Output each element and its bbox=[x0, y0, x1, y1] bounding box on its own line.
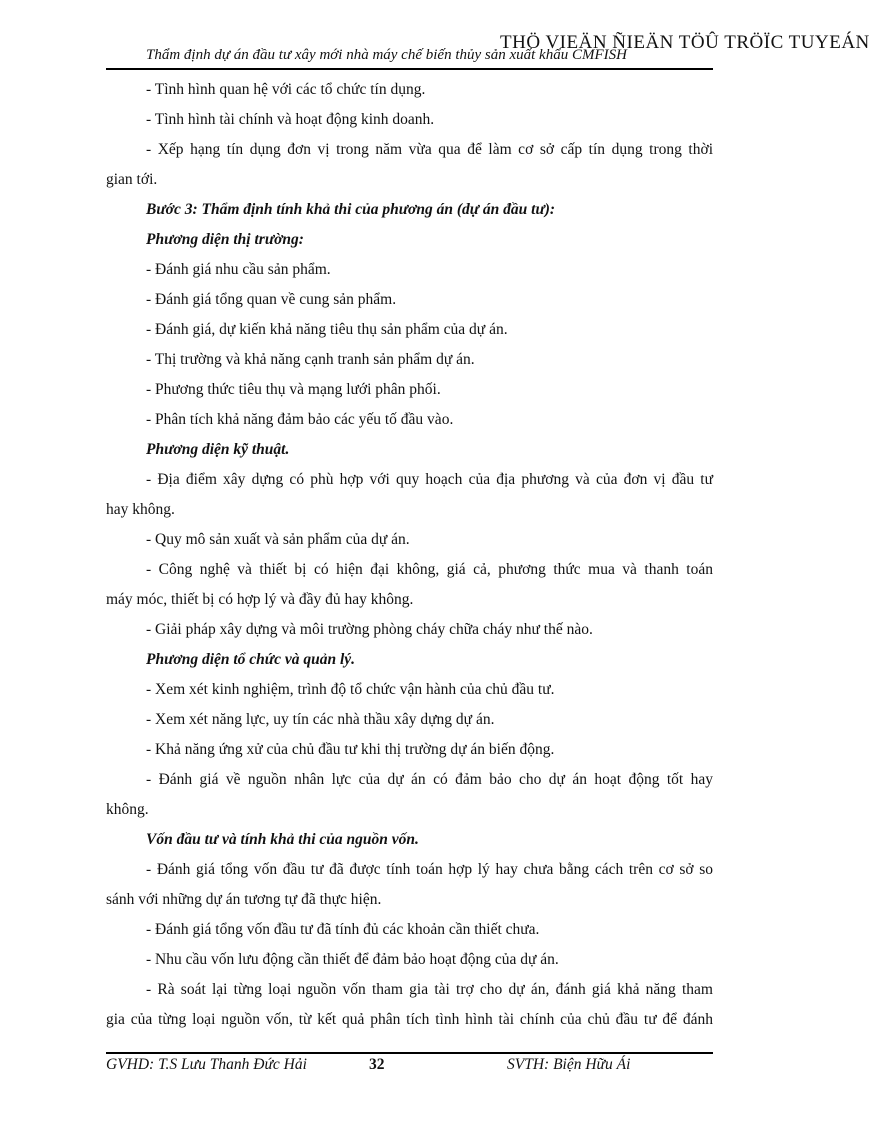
body-line: không. bbox=[106, 801, 149, 818]
body-line: - Xem xét năng lực, uy tín các nhà thầu xây dựng dự án. bbox=[146, 711, 495, 728]
body-line: gian tới. bbox=[106, 171, 158, 188]
body-line: - Đánh giá tổng vốn đầu tư đã được tính toán hợp lý hay chưa bằng cách trên cơ sở so bbox=[146, 861, 713, 878]
body-line: - Địa điểm xây dựng có phù hợp với quy hoạch của địa phương và của đơn vị đầu tư bbox=[146, 471, 713, 488]
header-rule bbox=[106, 68, 713, 70]
body-line: - Khả năng ứng xử của chủ đầu tư khi thị trường dự án biến động. bbox=[146, 741, 555, 758]
body-line: - Rà soát lại từng loại nguồn vốn tham gia tài trợ cho dự án, đánh giá khả năng tham bbox=[146, 981, 713, 998]
footer-rule bbox=[106, 1052, 713, 1054]
section-heading: Bước 3: Thẩm định tính khả thi của phương án (dự án đầu tư): bbox=[146, 201, 556, 218]
body-line: gia của từng loại nguồn vốn, từ kết quả phân tích tình hình tài chính của chủ đầu tư để đánh bbox=[106, 1011, 713, 1028]
header-title: Thẩm định dự án đầu tư xây mới nhà máy chế biến thủy sản xuất khẩu CMFISH bbox=[146, 47, 627, 63]
body-line: - Xem xét kinh nghiệm, trình độ tổ chức vận hành của chủ đầu tư. bbox=[146, 681, 555, 698]
section-heading: Phương diện tổ chức và quản lý. bbox=[146, 651, 356, 668]
body-line: - Công nghệ và thiết bị có hiện đại không, giá cả, phương thức mua và thanh toán bbox=[146, 561, 713, 578]
section-heading: Phương diện kỹ thuật. bbox=[146, 441, 290, 458]
body-line: - Quy mô sản xuất và sản phẩm của dự án. bbox=[146, 531, 410, 548]
body-line: - Thị trường và khả năng cạnh tranh sản phẩm dự án. bbox=[146, 351, 475, 368]
body-line: - Phân tích khả năng đảm bảo các yếu tố đầu vào. bbox=[146, 411, 454, 428]
body-line: - Đánh giá về nguồn nhân lực của dự án có đảm bảo cho dự án hoạt động tốt hay bbox=[146, 771, 713, 788]
body-line: - Đánh giá nhu cầu sản phẩm. bbox=[146, 261, 331, 278]
body-line: máy móc, thiết bị có hợp lý và đầy đủ hay không. bbox=[106, 591, 414, 608]
body-line: - Đánh giá tổng quan về cung sản phẩm. bbox=[146, 291, 397, 308]
section-heading: Phương diện thị trường: bbox=[146, 231, 304, 248]
body-line: - Nhu cầu vốn lưu động cần thiết để đảm bảo hoạt động của dự án. bbox=[146, 951, 559, 968]
body-line: - Xếp hạng tín dụng đơn vị trong năm vừa qua để làm cơ sở cấp tín dụng trong thời bbox=[146, 141, 713, 158]
page-body bbox=[106, 75, 713, 1035]
section-heading: Vốn đầu tư và tính khả thi của nguồn vốn. bbox=[146, 831, 419, 848]
body-line: hay không. bbox=[106, 501, 175, 518]
body-line: - Đánh giá tổng vốn đầu tư đã tính đủ các khoản cần thiết chưa. bbox=[146, 921, 540, 938]
body-line: - Tình hình quan hệ với các tổ chức tín dụng. bbox=[146, 81, 426, 98]
body-line: sánh với những dự án tương tự đã thực hiện. bbox=[106, 891, 382, 908]
body-line: - Giải pháp xây dựng và môi trường phòng cháy chữa cháy như thế nào. bbox=[146, 621, 593, 638]
body-line: - Tình hình tài chính và hoạt động kinh doanh. bbox=[146, 111, 435, 128]
body-line: - Đánh giá, dự kiến khả năng tiêu thụ sản phẩm của dự án. bbox=[146, 321, 508, 338]
body-line: - Phương thức tiêu thụ và mạng lưới phân phối. bbox=[146, 381, 441, 398]
watermark-text: THÖ VIEÄN ÑIEÄN TÖÛ TRÖÏC TUYEÁN bbox=[500, 32, 870, 53]
footer-supervisor: GVHD: T.S Lưu Thanh Đức Hải bbox=[106, 1056, 307, 1073]
page-number: 32 bbox=[369, 1056, 385, 1073]
footer-student: SVTH: Biện Hữu Ái bbox=[507, 1056, 631, 1073]
